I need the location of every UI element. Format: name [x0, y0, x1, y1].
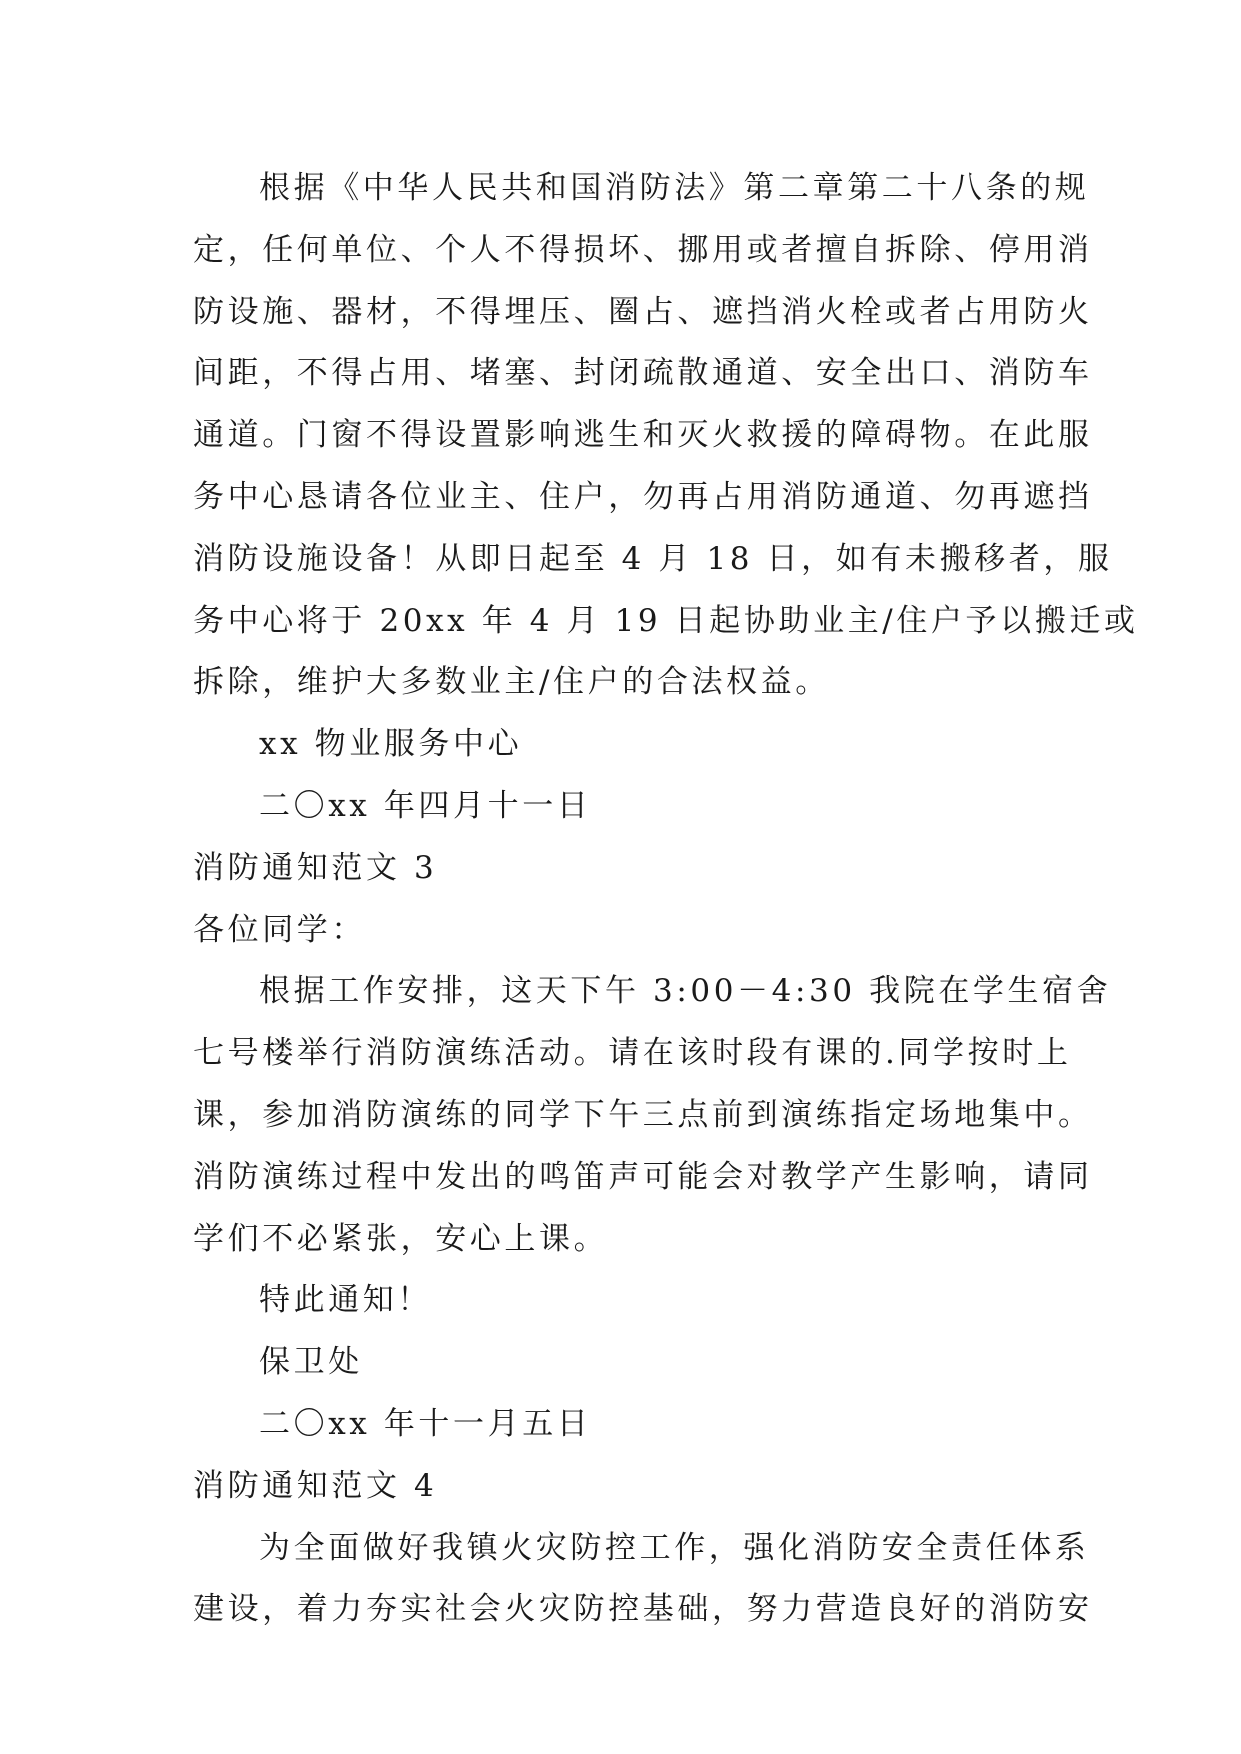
- text-line: 消防演练过程中发出的鸣笛声可能会对教学产生影响，请同: [193, 1158, 1093, 1195]
- text-line: 拆除，维护大多数业主/住户的合法权益。: [193, 664, 830, 701]
- town-fire-paragraph: [193, 1518, 1093, 1642]
- text-line: 务中心将于 20xx 年 4 月 19 日起协助业主/住户予以搬迁或: [193, 602, 1139, 639]
- section-title: 消防通知范文 3: [193, 849, 438, 886]
- text-line: 务中心恳请各位业主、住户，勿再占用消防通道、勿再遮挡: [193, 478, 1093, 515]
- date-line: 二〇xx 年四月十一日: [259, 787, 592, 824]
- text-line: 根据《中华人民共和国消防法》第二章第二十八条的规: [259, 170, 1090, 206]
- text-line: 间距，不得占用、堵塞、封闭疏散通道、安全出口、消防车: [193, 355, 1093, 392]
- text-line: 学们不必紧张，安心上课。: [193, 1220, 609, 1257]
- section-title: 消防通知范文 4: [193, 1467, 438, 1504]
- text-line: 定，任何单位、个人不得损坏、挪用或者擅自拆除、停用消: [193, 231, 1093, 268]
- text-line: 消防设施设备！从即日起至 4 月 18 日，如有未搬移者，服: [193, 540, 1113, 577]
- closing-line: 特此通知！: [259, 1282, 432, 1319]
- signature-line: xx 物业服务中心: [259, 726, 523, 763]
- drill-notice-paragraph: [193, 961, 1112, 1270]
- signature-line: 保卫处: [259, 1344, 363, 1381]
- salutation: 各位同学：: [193, 911, 366, 948]
- text-line: 七号楼举行消防演练活动。请在该时段有课的.同学按时上: [193, 1035, 1072, 1072]
- text-line: 建设，着力夯实社会火灾防控基础，努力营造良好的消防安: [193, 1591, 1093, 1628]
- text-line: 防设施、器材，不得埋压、圈占、遮挡消火栓或者占用防火: [193, 293, 1093, 330]
- text-line: 为全面做好我镇火灾防控工作，强化消防安全责任体系: [259, 1529, 1090, 1566]
- document-body: [193, 158, 1139, 1641]
- date-line: 二〇xx 年十一月五日: [259, 1405, 592, 1442]
- text-line: 根据工作安排，这天下午 3:00－4:30 我院在学生宿舍: [259, 973, 1112, 1010]
- text-line: 通道。门窗不得设置影响逃生和灭火救援的障碍物。在此服: [193, 417, 1093, 454]
- text-line: 课，参加消防演练的同学下午三点前到演练指定场地集中。: [193, 1096, 1093, 1133]
- fire-law-paragraph: [193, 158, 1139, 714]
